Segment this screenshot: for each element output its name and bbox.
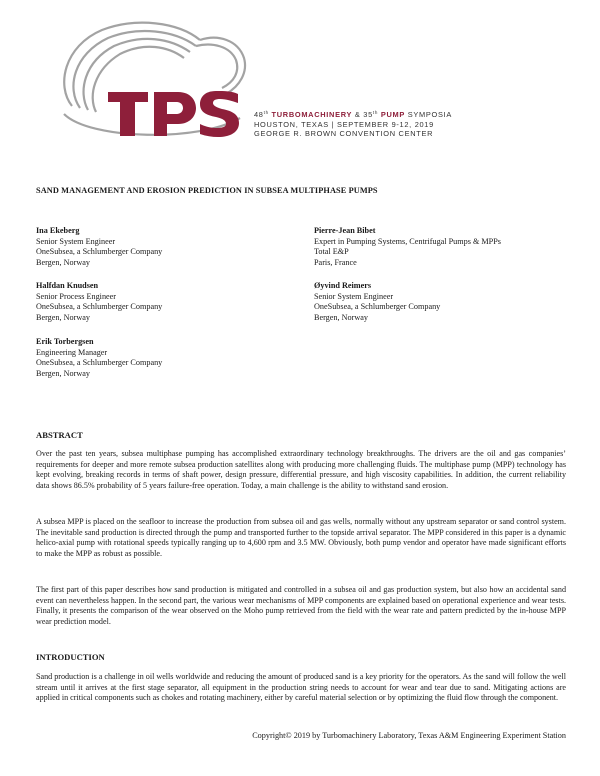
introduction-paragraph: Sand production is a challenge in oil wells worldwide and reducing the amount of produced sand is a key priority for the operators. As the sand will follow the well stream until it arrives at the first stage separator, all equipment in the production string needs to account for wear and tear due to sand. Mitigating actions are applied in critical components such as chokes and rotating machinery, either by careful material selection or by optimizing the fluid flow through the component. bbox=[36, 672, 566, 703]
author-position: Senior Process Engineer bbox=[36, 291, 117, 301]
author-block bbox=[36, 226, 162, 268]
author-affiliation: OneSubsea, a Schlumberger Company bbox=[314, 302, 441, 312]
author-affiliation: OneSubsea, a Schlumberger Company bbox=[36, 247, 163, 257]
abstract-paragraph: Over the past ten years, subsea multiphase pumping has accomplished extraordinary technology breakthroughs. The drivers are the oil and gas companies’ requirements for deeper and more remote subsea production satellites along with producing more challenging fluids. The multiphase pump (MPP) technology has kept evolving, breaking records in terms of shaft power, design pressure, differential pressure, and high viscosity capabilities. In addition, the current reliability data shows 86.5% probability of 5 years failure-free operation. Today, a main challenge is the ability to withstand sand erosion. bbox=[36, 449, 566, 490]
symposia-venue: GEORGE R. BROWN CONVENTION CENTER bbox=[254, 129, 434, 138]
abstract-paragraph: The first part of this paper describes how sand production is mitigated and controlled in a subsea oil and gas production system, but also how an accidental sand event can nevertheless happen. In the second part, the various wear mechanisms of MPP components are explained based on operational experience and wear tests. Finally, it presents the comparison of the wear observed on the Moho pump retrieved from the field with the wear rate and pattern predicted by the in-house MPP wear prediction model. bbox=[36, 585, 566, 626]
author-location: Bergen, Norway bbox=[36, 257, 90, 267]
author-name: Ina Ekeberg bbox=[36, 226, 80, 235]
logo-tps-letters bbox=[108, 91, 239, 137]
symposia-info bbox=[254, 108, 452, 139]
author-name: Øyvind Reimers bbox=[314, 281, 372, 290]
author-location: Bergen, Norway bbox=[36, 368, 90, 378]
author-block bbox=[314, 281, 440, 323]
author-name: Halfdan Knudsen bbox=[36, 281, 99, 290]
author-location: Bergen, Norway bbox=[314, 312, 368, 322]
author-position: Senior System Engineer bbox=[314, 291, 394, 301]
author-affiliation: Total E&P bbox=[314, 247, 349, 257]
author-affiliation: OneSubsea, a Schlumberger Company bbox=[36, 302, 163, 312]
author-name: Pierre-Jean Bibet bbox=[314, 226, 376, 235]
introduction-heading: INTRODUCTION bbox=[36, 652, 105, 662]
tps-logo bbox=[50, 14, 250, 144]
author-location: Paris, France bbox=[314, 257, 357, 267]
author-name: Erik Torbergsen bbox=[36, 337, 94, 346]
author-affiliation: OneSubsea, a Schlumberger Company bbox=[36, 358, 163, 368]
author-location: Bergen, Norway bbox=[36, 312, 90, 322]
symposia-location-date: HOUSTON, TEXAS | SEPTEMBER 9-12, 2019 bbox=[254, 119, 434, 129]
author-position: Engineering Manager bbox=[36, 347, 108, 357]
abstract-paragraph: A subsea MPP is placed on the seafloor to increase the production from subsea oil and gas wells, normally without any upstream separator or sand control system. The inevitable sand production is directed through the pump and transported further to the topside arrival separator. The MPP considered in this paper is a dynamic helico-axial pump with rotational speeds typically ranging up to 4,600 rpm and 3.5 MW. Obviously, both pump vendor and operator have made significant efforts to make the MPP as robust as possible. bbox=[36, 517, 566, 558]
symposia-line-1: 48th TURBOMACHINERY & 35th PUMP SYMPOSIA bbox=[254, 110, 452, 119]
author-block bbox=[36, 281, 162, 323]
author-position: Expert in Pumping Systems, Centrifugal Pumps & MPPs bbox=[314, 236, 501, 246]
author-block bbox=[314, 226, 501, 268]
paper-title: SAND MANAGEMENT AND EROSION PREDICTION IN SUBSEA MULTIPHASE PUMPS bbox=[36, 186, 378, 195]
copyright-footer: Copyright© 2019 by Turbomachinery Laboratory, Texas A&M Engineering Experiment Station bbox=[252, 731, 566, 740]
author-position: Senior System Engineer bbox=[36, 236, 116, 246]
author-block bbox=[36, 337, 162, 379]
abstract-heading: ABSTRACT bbox=[36, 430, 83, 440]
